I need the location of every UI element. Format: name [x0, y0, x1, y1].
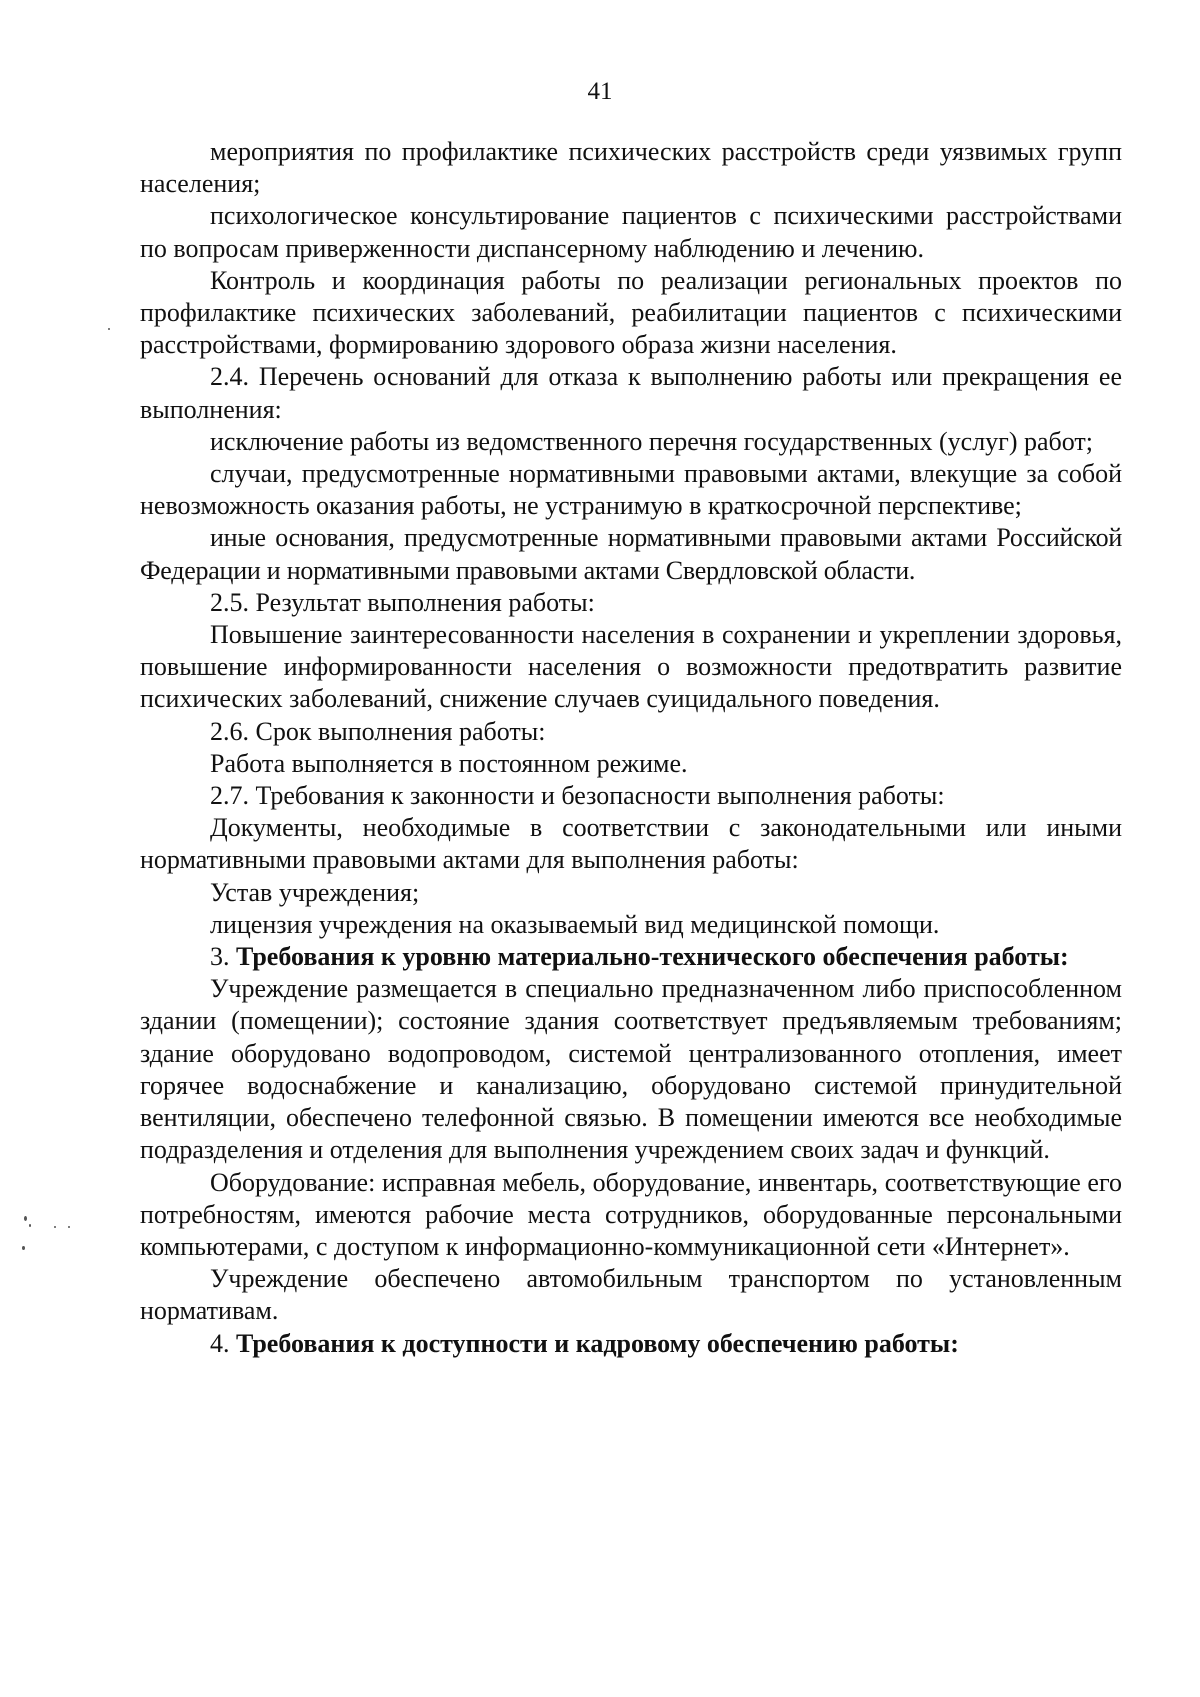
section-4-title: Требования к доступности и кадровому обеспечению работы:	[236, 1328, 959, 1358]
paragraph: Работа выполняется в постоянном режиме.	[210, 748, 688, 778]
paragraph: Учреждение обеспечено автомобильным транспортом по установленным нормативам.	[140, 1264, 1122, 1326]
paragraph: Контроль и координация работы по реализации региональных проектов по профилактике психических заболеваний, реабилитации пациентов с психическими расстройствами, формированию здорового образа жизни населения.	[140, 265, 1122, 360]
paragraph: 2.7. Требования к законности и безопасности выполнения работы:	[210, 781, 945, 811]
document-body	[140, 136, 1122, 1360]
paragraph: исключение работы из ведомственного перечня государственных (услуг) работ;	[210, 426, 1093, 456]
paragraph: Учреждение размещается в специально предназначенном либо приспособленном здании (помещении); состояние здания соответствует предъявляемым требованиям; здание оборудовано водопроводом, системой централизованного отопления, имеет горячее водоснабжение и канализацию, оборудовано системой принудительной вентиляции, обеспечено телефонной связью. В помещении имеются все необходимые подразделения и отделения для выполнения учреждением своих задач и функций.	[140, 974, 1122, 1165]
paragraph: случаи, предусмотренные нормативными правовыми актами, влекущие за собой невозможность оказания работы, не устранимую в краткосрочной перспективе;	[140, 459, 1122, 521]
paragraph: Документы, необходимые в соответствии с законодательными или иными нормативными правовыми актами для выполнения работы:	[140, 813, 1122, 875]
paragraph: 2.5. Результат выполнения работы:	[210, 587, 595, 617]
paragraph: 2.4. Перечень оснований для отказа к выполнению работы или прекращения ее выполнения:	[140, 362, 1122, 424]
section-3-heading	[140, 941, 1122, 973]
scan-speck	[54, 1226, 56, 1228]
paragraph: психологическое консультирование пациентов с психическими расстройствами по вопросам приверженности диспансерному наблюдению и лечению.	[140, 201, 1122, 263]
paragraph: лицензия учреждения на оказываемый вид медицинской помощи.	[210, 909, 940, 939]
paragraph: 2.6. Срок выполнения работы:	[210, 716, 546, 746]
section-3-title: Требования к уровню материально-технического обеспечения работы:	[236, 942, 1069, 972]
scan-speck	[108, 328, 110, 330]
scan-speck	[24, 1216, 27, 1221]
paragraph: Повышение заинтересованности населения в сохранении и укреплении здоровья, повышение информированности населения о возможности предотвратить развитие психических заболеваний, снижение случаев суицидального поведения.	[140, 620, 1122, 714]
scan-speck	[29, 1224, 31, 1227]
paragraph: мероприятия по профилактике психических расстройств среди уязвимых групп населения;	[140, 137, 1122, 199]
page-number: 41	[587, 78, 613, 105]
scan-speck	[22, 1246, 25, 1250]
scan-speck	[68, 1226, 70, 1228]
section-4-number: 4.	[210, 1328, 230, 1358]
section-4-heading	[140, 1328, 1122, 1360]
paragraph: Устав учреждения;	[210, 877, 420, 907]
paragraph: Оборудование: исправная мебель, оборудование, инвентарь, соответствующие его потребностям, имеются рабочие места сотрудников, оборудованные персональными компьютерами, с доступом к информационно-коммуникационной сети «Интернет».	[140, 1167, 1122, 1261]
section-3-number: 3.	[210, 942, 230, 972]
paragraph: иные основания, предусмотренные нормативными правовыми актами Российской Федерации и нормативными правовыми актами Свердловской области.	[140, 523, 1122, 585]
